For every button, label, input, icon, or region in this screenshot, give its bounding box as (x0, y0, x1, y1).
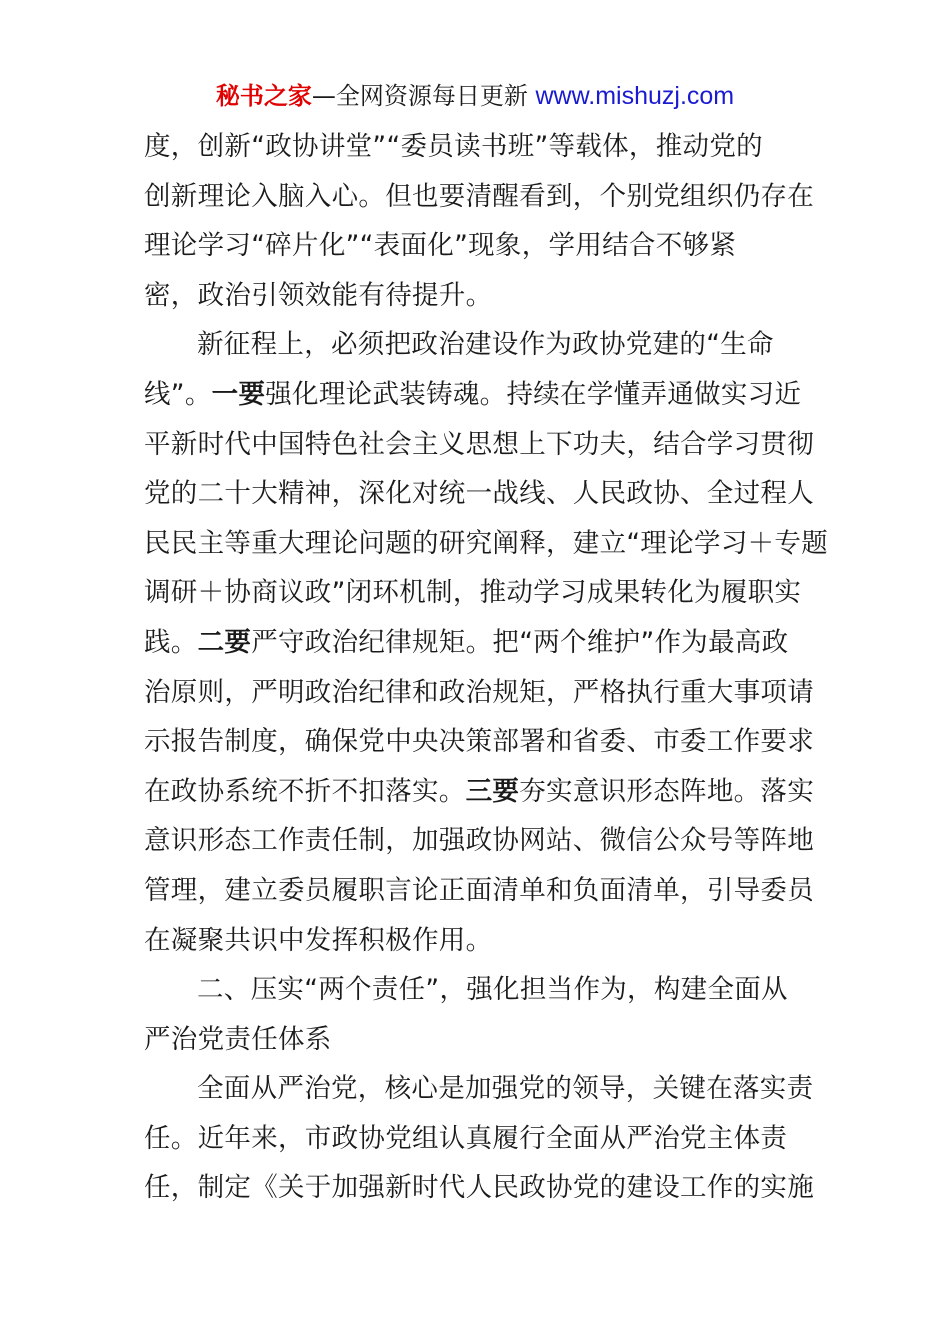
text-line: 理论学习“碎片化”“表面化”现象，学用结合不够紧 (144, 230, 737, 262)
text-line: 新征程上，必须把政治建设作为政协党建的“生命 (197, 329, 774, 361)
text-segment: 严守政治纪律规矩。把“两个维护”作为最高政 (251, 626, 789, 658)
bold-keyword: 三要 (465, 775, 520, 807)
section-heading (144, 965, 808, 1064)
text-line (144, 767, 815, 817)
text-line (144, 618, 808, 668)
text-line: 严治党责任体系 (144, 1023, 332, 1055)
text-line: 意识形态工作责任制，加强政协网站、微信公众号等阵地 (144, 825, 814, 857)
header-tagline: —全网资源每日更新 (311, 82, 536, 110)
text-segment: 强化理论武装铸魂。持续在学懂弄通做实习近 (265, 378, 802, 410)
site-url[interactable]: www.mishuzj.com (535, 82, 735, 110)
text-segment: 践。 (144, 626, 198, 658)
text-segment: 夯实意识形态阵地。落实 (519, 775, 815, 807)
text-line: 党的二十大精神，深化对统一战线、人民政协、全过程人 (144, 478, 814, 510)
text-line: 度，创新“政协讲堂”“委员读书班”等载体，推动党的 (144, 131, 763, 162)
text-line: 任。近年来，市政协党组认真履行全面从严治党主体责 (144, 1122, 788, 1154)
brand-name: 秘书之家 (215, 82, 312, 110)
text-line: 全面从严治党，核心是加强党的领导，关键在落实责 (197, 1073, 814, 1105)
text-line: 平新时代中国特色社会主义思想上下功夫，结合学习贯彻 (144, 428, 814, 460)
text-line: 调研＋协商议政”闭环机制，推动学习成果转化为履职实 (144, 577, 802, 609)
text-line: 治原则，严明政治纪律和政治规矩，严格执行重大事项请 (144, 676, 814, 708)
text-line: 密，政治引领效能有待提升。 (144, 279, 493, 311)
site-header (0, 78, 950, 114)
bold-keyword: 一要 (211, 378, 266, 410)
bold-keyword: 二要 (197, 626, 252, 658)
text-line: 在凝聚共识中发挥积极作用。 (144, 924, 493, 956)
text-line: 管理，建立委员履职言论正面清单和负面清单，引导委员 (144, 874, 814, 906)
text-line: 民民主等重大理论问题的研究阐释，建立“理论学习＋专题 (144, 527, 829, 559)
text-line: 创新理论入脑入心。但也要清醒看到，个别党组织仍存在 (144, 180, 814, 212)
text-line: 示报告制度，确保党中央决策部署和省委、市委工作要求 (144, 726, 814, 758)
paragraph-3 (144, 1064, 814, 1213)
text-segment: 在政协系统不折不扣落实。 (144, 775, 466, 807)
paragraph-2 (144, 320, 829, 965)
text-segment: 线”。 (144, 378, 212, 410)
text-line (144, 370, 808, 420)
document-body (144, 122, 829, 1213)
text-line: 二、压实“两个责任”，强化担当作为，构建全面从 (197, 974, 788, 1006)
text-line: 任，制定《关于加强新时代人民政协党的建设工作的实施 (144, 1172, 814, 1204)
paragraph-1 (144, 122, 814, 320)
